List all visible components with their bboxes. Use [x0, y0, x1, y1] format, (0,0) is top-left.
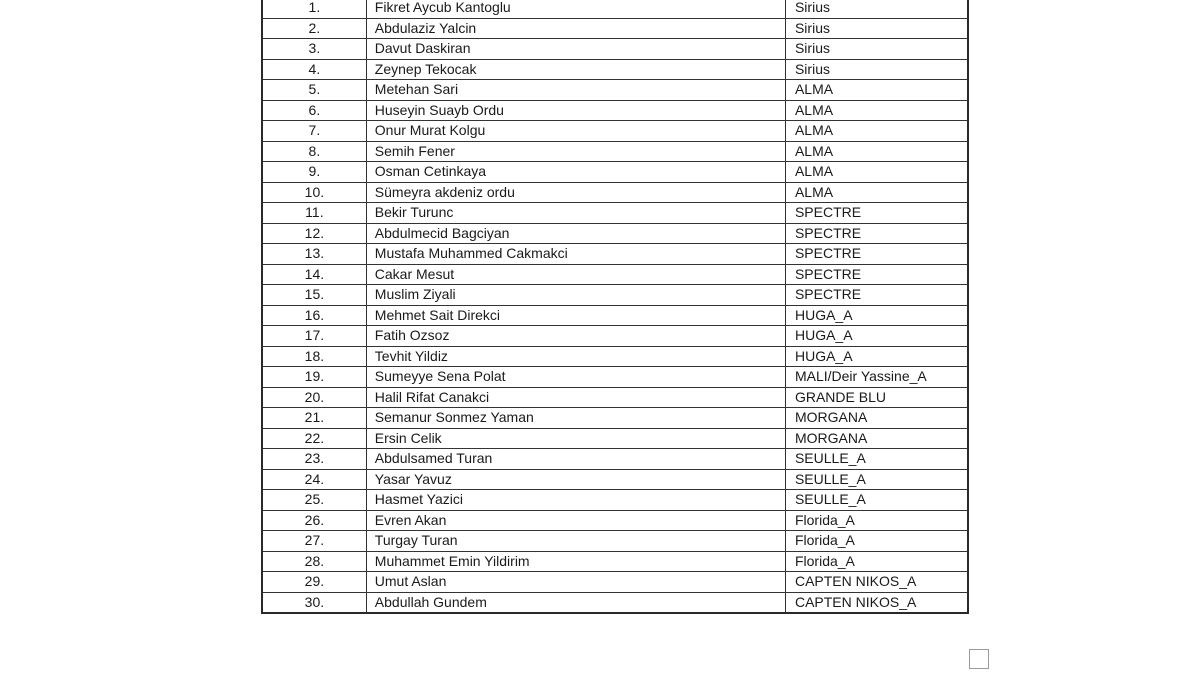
row-number: 8. — [262, 141, 366, 162]
crew-name: Turgay Turan — [366, 531, 785, 552]
vessel-name: Sirius — [785, 18, 968, 39]
crew-list-body — [262, 0, 968, 613]
vessel-name: SPECTRE — [785, 223, 968, 244]
table-row — [262, 223, 968, 244]
table-row — [262, 121, 968, 142]
crew-name: Yasar Yavuz — [366, 469, 785, 490]
vessel-name: CAPTEN NIKOS_A — [785, 572, 968, 593]
row-number: 10. — [262, 182, 366, 203]
crew-name: Halil Rifat Canakci — [366, 387, 785, 408]
vessel-name: Sirius — [785, 39, 968, 60]
vessel-name: SPECTRE — [785, 285, 968, 306]
vessel-name: SPECTRE — [785, 244, 968, 265]
crew-name: Mustafa Muhammed Cakmakci — [366, 244, 785, 265]
table-row — [262, 346, 968, 367]
vessel-name: HUGA_A — [785, 305, 968, 326]
table-row — [262, 592, 968, 613]
table-row — [262, 0, 968, 18]
crew-name: Fikret Aycub Kantoglu — [366, 0, 785, 18]
table-row — [262, 408, 968, 429]
crew-name: Semanur Sonmez Yaman — [366, 408, 785, 429]
row-number: 12. — [262, 223, 366, 244]
vessel-name: GRANDE BLU — [785, 387, 968, 408]
crew-name: Onur Murat Kolgu — [366, 121, 785, 142]
row-number: 22. — [262, 428, 366, 449]
vessel-name: MALI/Deir Yassine_A — [785, 367, 968, 388]
table-row — [262, 531, 968, 552]
table-resize-handle-icon[interactable] — [969, 649, 989, 669]
table-row — [262, 449, 968, 470]
row-number: 9. — [262, 162, 366, 183]
crew-name: Abdullah Gundem — [366, 592, 785, 613]
row-number: 29. — [262, 572, 366, 593]
row-number: 17. — [262, 326, 366, 347]
crew-name: Sümeyra akdeniz ordu — [366, 182, 785, 203]
crew-name: Fatih Ozsoz — [366, 326, 785, 347]
crew-name: Osman Cetinkaya — [366, 162, 785, 183]
row-number: 7. — [262, 121, 366, 142]
table-row — [262, 510, 968, 531]
table-row — [262, 305, 968, 326]
crew-name: Abdulaziz Yalcin — [366, 18, 785, 39]
crew-name: Metehan Sari — [366, 80, 785, 101]
table-row — [262, 326, 968, 347]
row-number: 21. — [262, 408, 366, 429]
vessel-name: Sirius — [785, 59, 968, 80]
vessel-name: MORGANA — [785, 408, 968, 429]
vessel-name: HUGA_A — [785, 326, 968, 347]
table-row — [262, 182, 968, 203]
crew-name: Sumeyye Sena Polat — [366, 367, 785, 388]
table-row — [262, 59, 968, 80]
row-number: 19. — [262, 367, 366, 388]
row-number: 23. — [262, 449, 366, 470]
vessel-name: ALMA — [785, 100, 968, 121]
vessel-name: ALMA — [785, 80, 968, 101]
row-number: 6. — [262, 100, 366, 121]
table-row — [262, 141, 968, 162]
vessel-name: SPECTRE — [785, 203, 968, 224]
vessel-name: Florida_A — [785, 510, 968, 531]
crew-name: Mehmet Sait Direkci — [366, 305, 785, 326]
row-number: 14. — [262, 264, 366, 285]
vessel-name: MORGANA — [785, 428, 968, 449]
row-number: 20. — [262, 387, 366, 408]
table-row — [262, 367, 968, 388]
vessel-name: SEULLE_A — [785, 449, 968, 470]
row-number: 18. — [262, 346, 366, 367]
crew-name: Abdulmecid Bagciyan — [366, 223, 785, 244]
table-row — [262, 387, 968, 408]
vessel-name: SPECTRE — [785, 264, 968, 285]
table-row — [262, 39, 968, 60]
table-row — [262, 203, 968, 224]
vessel-name: ALMA — [785, 182, 968, 203]
crew-list-table — [261, 0, 969, 614]
row-number: 27. — [262, 531, 366, 552]
crew-name: Muslim Ziyali — [366, 285, 785, 306]
table-row — [262, 162, 968, 183]
crew-name: Abdulsamed Turan — [366, 449, 785, 470]
crew-name: Ersin Celik — [366, 428, 785, 449]
table-row — [262, 18, 968, 39]
table-row — [262, 244, 968, 265]
vessel-name: Florida_A — [785, 531, 968, 552]
table-row — [262, 551, 968, 572]
row-number: 16. — [262, 305, 366, 326]
row-number: 5. — [262, 80, 366, 101]
row-number: 24. — [262, 469, 366, 490]
vessel-name: SEULLE_A — [785, 490, 968, 511]
crew-name: Muhammet Emin Yildirim — [366, 551, 785, 572]
crew-name: Zeynep Tekocak — [366, 59, 785, 80]
row-number: 15. — [262, 285, 366, 306]
crew-name: Umut Aslan — [366, 572, 785, 593]
vessel-name: HUGA_A — [785, 346, 968, 367]
vessel-name: Sirius — [785, 0, 968, 18]
vessel-name: CAPTEN NIKOS_A — [785, 592, 968, 613]
crew-name: Semih Fener — [366, 141, 785, 162]
vessel-name: ALMA — [785, 121, 968, 142]
row-number: 4. — [262, 59, 366, 80]
vessel-name: Florida_A — [785, 551, 968, 572]
vessel-name: ALMA — [785, 141, 968, 162]
row-number: 1. — [262, 0, 366, 18]
row-number: 25. — [262, 490, 366, 511]
crew-name: Cakar Mesut — [366, 264, 785, 285]
row-number: 3. — [262, 39, 366, 60]
crew-name: Huseyin Suayb Ordu — [366, 100, 785, 121]
crew-name: Davut Daskiran — [366, 39, 785, 60]
table-row — [262, 264, 968, 285]
table-row — [262, 80, 968, 101]
row-number: 28. — [262, 551, 366, 572]
table-row — [262, 490, 968, 511]
vessel-name: ALMA — [785, 162, 968, 183]
crew-name: Hasmet Yazici — [366, 490, 785, 511]
row-number: 2. — [262, 18, 366, 39]
row-number: 11. — [262, 203, 366, 224]
row-number: 26. — [262, 510, 366, 531]
table-row — [262, 100, 968, 121]
table-row — [262, 285, 968, 306]
row-number: 30. — [262, 592, 366, 613]
table-row — [262, 428, 968, 449]
table-row — [262, 572, 968, 593]
vessel-name: SEULLE_A — [785, 469, 968, 490]
table-row — [262, 469, 968, 490]
crew-name: Tevhit Yildiz — [366, 346, 785, 367]
row-number: 13. — [262, 244, 366, 265]
crew-name: Bekir Turunc — [366, 203, 785, 224]
crew-name: Evren Akan — [366, 510, 785, 531]
